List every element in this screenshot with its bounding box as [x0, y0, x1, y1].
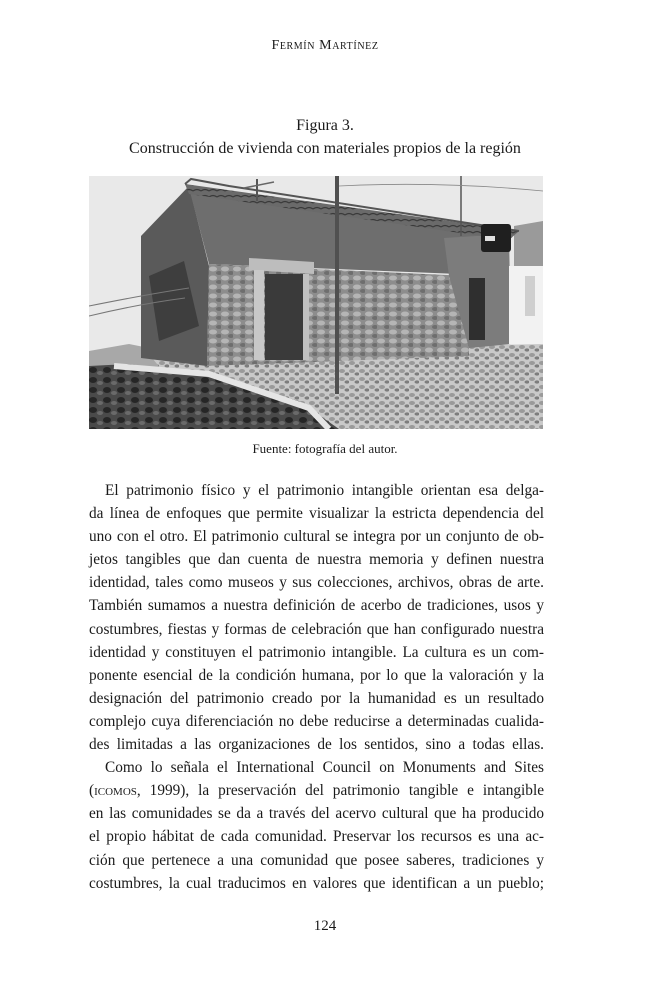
paragraph [89, 756, 544, 895]
figure-caption: Construcción de vivienda con materiales propios de la región [129, 140, 521, 157]
body-text [89, 479, 544, 895]
text-line: uno con el otro. El patrimonio cultural se integra por un conjunto de ob- [89, 528, 544, 546]
text-line: el propio hábitat de cada comunidad. Preservar los recursos es una ac- [89, 828, 544, 846]
figure-label: Figura 3. [296, 117, 354, 134]
text-line: ponente esencial de la condición humana, por lo que la valoración y la [89, 666, 544, 684]
text-line: en las comunidades se da a través del acervo cultural que ha producido [89, 805, 544, 823]
text-line: identidad y constituyen el patrimonio intangible. La cultura es un com- [89, 643, 544, 661]
text-line: complejo cuya diferenciación no debe reducirse a determinadas cualida- [89, 712, 544, 730]
text-line: jetos tangibles que dan cuenta de nuestra memoria y definen nuestra [89, 551, 544, 569]
text-line: costumbres, la cual traducimos en valores que identifican a un pueblo; [89, 874, 544, 892]
text-line: costumbres, fiestas y formas de celebración que han configurado nuestra [89, 620, 544, 638]
text-line: Como lo señala el International Council on Monuments and Sites [105, 759, 544, 777]
text-segment: , 1999), la preservación del patrimonio tangible e intangible [136, 782, 544, 800]
figure-source: Fuente: fotografía del autor. [252, 441, 398, 456]
running-head: Fermín Martínez [271, 38, 379, 53]
text-line: da línea de enfoques que permite visualizar la estricta dependencia del [89, 505, 544, 523]
figure-photo [89, 176, 543, 429]
text-segment: ( [89, 782, 95, 800]
text-line: designación del patrimonio creado por la humanidad es un resultado [89, 689, 544, 707]
text-line: El patrimonio físico y el patrimonio intangible orientan esa delga- [105, 482, 544, 499]
house-photo-illustration [89, 176, 543, 429]
text-line: También sumamos a nuestra definición de acerbo de tradiciones, usos y [89, 597, 544, 615]
acronym: icomos [94, 782, 137, 800]
text-line [89, 779, 544, 802]
text-line: ción que pertenece a una comunidad que posee saberes, tradiciones y [89, 851, 544, 869]
text-line: identidad, tales como museos y sus colecciones, archivos, obras de arte. [89, 574, 544, 592]
paragraph [89, 479, 544, 756]
page-number: 124 [313, 918, 337, 934]
text-line: des limitadas a las organizaciones de los sentidos, sino a todas ellas. [89, 736, 544, 754]
